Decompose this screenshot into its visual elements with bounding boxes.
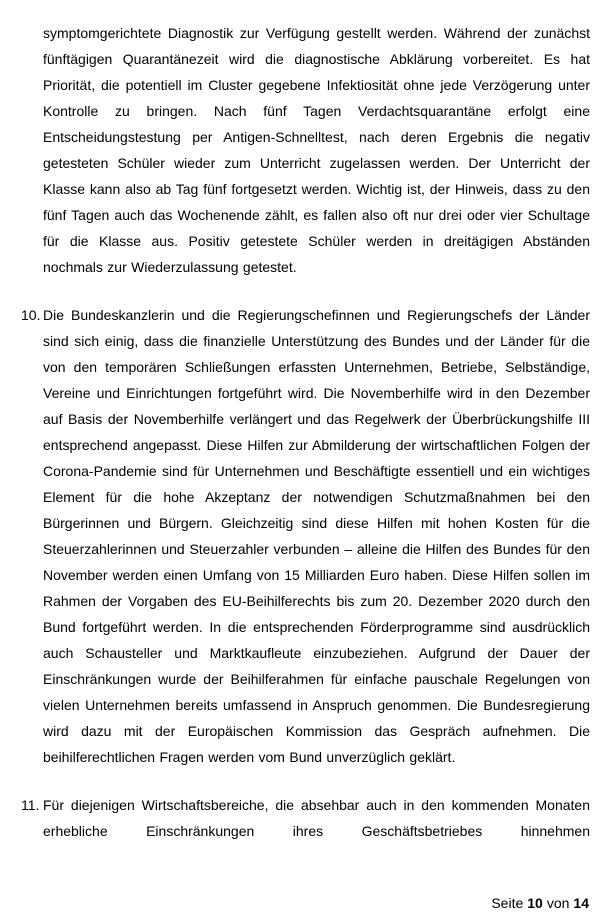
numbered-item-11	[21, 792, 590, 844]
footer-page-number: 10	[527, 895, 543, 911]
page-footer	[491, 893, 589, 913]
list-item-number: 10.	[21, 307, 41, 323]
list-item-text: Für diejenigen Wirtschaftsbereiche, die absehbar auch in den kommenden Monaten erhebliche Einschränkungen ihres Geschäftsbetriebes hinnehmen	[43, 797, 590, 839]
paragraph-continuation: symptomgerichtete Diagnostik zur Verfügung gestellt werden. Während der zunächst fünftägigen Quarantänezeit wird die diagnostische Abklärung vorbereitet. Es hat Priorität, die potentiell im Cluster gegebene Infektiosität ohne jede Verzögerung unter Kontrolle zu bringen. Nach fünf Tagen Verdachtsquarantäne erfolgt eine Entscheidungstestung per Antigen-Schnelltest, nach deren Ergebnis die negativ getesteten Schüler wieder zum Unterricht zugelassen werden. Der Unterricht der Klasse kann also ab Tag fünf fortgesetzt werden. Wichtig ist, der Hinweis, dass zu den fünf Tagen auch das Wochenende zählt, es fallen also oft nur drei oder vier Schultage für die Klasse aus. Positiv getestete Schüler werden in dreitägigen Abständen nochmals zur Wiederzulassung getestet.	[43, 25, 590, 275]
footer-separator: von	[546, 895, 570, 911]
page-content	[21, 20, 590, 866]
numbered-item-10	[21, 302, 590, 770]
footer-page-total: 14	[573, 895, 589, 911]
list-item-number: 11.	[21, 797, 40, 813]
footer-page-label: Seite	[491, 895, 524, 911]
list-item-text: Die Bundeskanzlerin und die Regierungschefinnen und Regierungschefs der Länder sind sich einig, dass die finanzielle Unterstützung des Bundes und der Länder für die von den temporären Schließungen erfassten Unternehmen, Betriebe, Selbständige, Vereine und Einrichtungen fortgeführt wird. Die Novemberhilfe wird in den Dezember auf Basis der Novemberhilfe verlängert und das Regelwerk der Überbrückungshilfe III entsprechend angepasst. Diese Hilfen zur Abmilderung der wirtschaftlichen Folgen der Corona-Pandemie sind für Unternehmen und Beschäftigte essentiell und ein wichtiges Element für die hohe Akzeptanz der notwendigen Schutzmaßnahmen bei den Bürgerinnen und Bürgern. Gleichzeitig sind diese Hilfen mit hohen Kosten für die Steuerzahlerinnen und Steuerzahler verbunden – alleine die Hilfen des Bundes für den November werden einen Umfang von 15 Milliarden Euro haben. Diese Hilfen sollen im Rahmen der Vorgaben des EU-Beihilferechts bis zum 20. Dezember 2020 durch den Bund fortgeführt werden. In die entsprechenden Förderprogramme sind ausdrücklich auch Schausteller und Marktkaufleute einzubeziehen. Aufgrund der Dauer der Einschränkungen wurde der Beihilferahmen für einfache pauschale Regelungen von vielen Unternehmen bereits umfassend in Anspruch genommen. Die Bundesregierung wird dazu mit der Europäischen Kommission das Gespräch aufnehmen. Die beihilferechtlichen Fragen werden vom Bund unverzüglich geklärt.	[43, 307, 590, 765]
